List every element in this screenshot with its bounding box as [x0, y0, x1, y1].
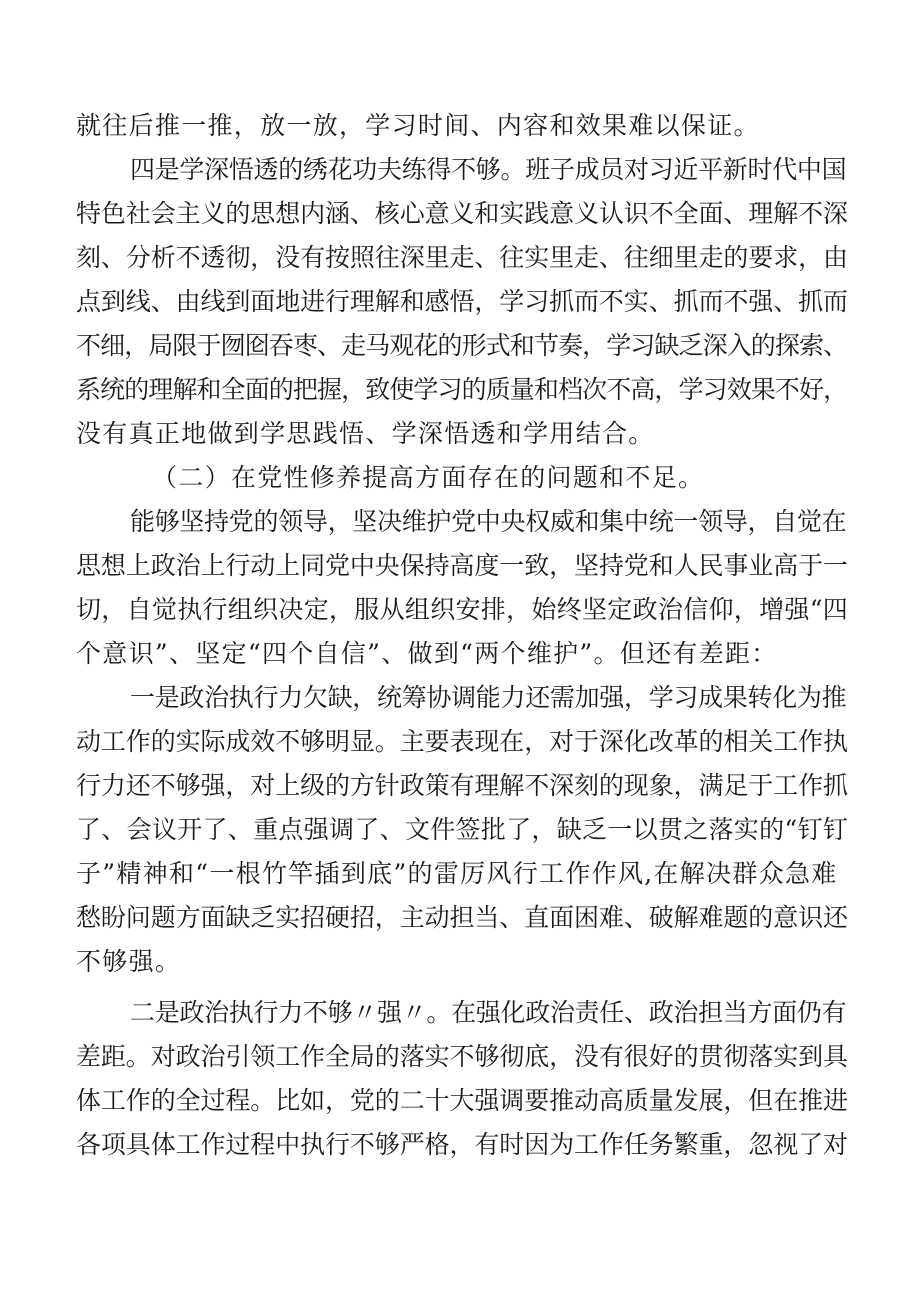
- text-line: 就往后推一推，放一放，学习时间、内容和效果难以保证。: [76, 111, 760, 140]
- text-line: 四是学深悟透的绣花功夫练得不够。班子成员对习近平新时代中国: [130, 155, 847, 184]
- text-line: 思想上政治上行动上同党中央保持高度一致，坚持党和人民事业高于一: [76, 551, 848, 580]
- text-line: 体工作的全过程。比如，党的二十大强调要推动高质量发展，但在推进: [76, 1086, 848, 1115]
- text-line: 不细，局限于囫囵吞枣、走马观花的形式和节奏，学习缺乏深入的探索、: [76, 331, 848, 360]
- text-line: 差距。对政治引领工作全局的落实不够彻底，没有很好的贯彻落实到具: [76, 1042, 848, 1071]
- text-line: 行力还不够强，对上级的方针政策有理解不深刻的现象，满足于工作抓: [76, 771, 848, 800]
- text-line: 个意识”、坚定“四个自信”、做到“两个维护”。但还有差距：: [76, 639, 778, 668]
- text-line: 切，自觉执行组织决定，服从组织安排，始终坚定政治信仰，增强“四: [76, 595, 849, 624]
- text-line: 二是政治执行力不够〃强〃。在强化政治责任、政治担当方面仍有: [130, 998, 847, 1027]
- text-line: 能够坚持党的领导，坚决维护党中央权威和集中统一领导，自觉在: [130, 507, 847, 536]
- text-line: 不够强。: [76, 947, 182, 976]
- text-line: 特色社会主义的思想内涵、核心意义和实践意义认识不全面、理解不深: [76, 199, 848, 228]
- text-line: 了、会议开了、重点强调了、文件签批了，缺乏一以贯之落实的“钉钉: [76, 815, 849, 844]
- text-line: 点到线、由线到面地进行理解和感悟，学习抓而不实、抓而不强、抓而: [76, 287, 848, 316]
- text-line: 愁盼问题方面缺乏实招硬招，主动担当、直面困难、破解难题的意识还: [76, 903, 848, 932]
- text-line: 系统的理解和全面的把握，致使学习的质量和档次不高，学习效果不好，: [76, 375, 848, 404]
- text-line: 各项具体工作过程中执行不够严格，有时因为工作任务繁重，忽视了对: [76, 1130, 848, 1159]
- text-line: 刻、分析不透彻，没有按照往深里走、往实里走、往细里走的要求，由: [76, 243, 848, 272]
- text-line: 子”精神和“一根竹竿插到底”的雷厉风行工作作风,在解决群众急难: [76, 859, 838, 888]
- text-line: 没有真正地做到学思践悟、学深悟透和学用结合。: [76, 419, 655, 448]
- text-line: 动工作的实际成效不够明显。主要表现在，对于深化改革的相关工作执: [76, 727, 848, 756]
- text-line: 一是政治执行力欠缺，统筹协调能力还需加强，学习成果转化为推: [130, 683, 847, 712]
- section-heading: （二）在党性修养提高方面存在的问题和不足。: [152, 463, 705, 492]
